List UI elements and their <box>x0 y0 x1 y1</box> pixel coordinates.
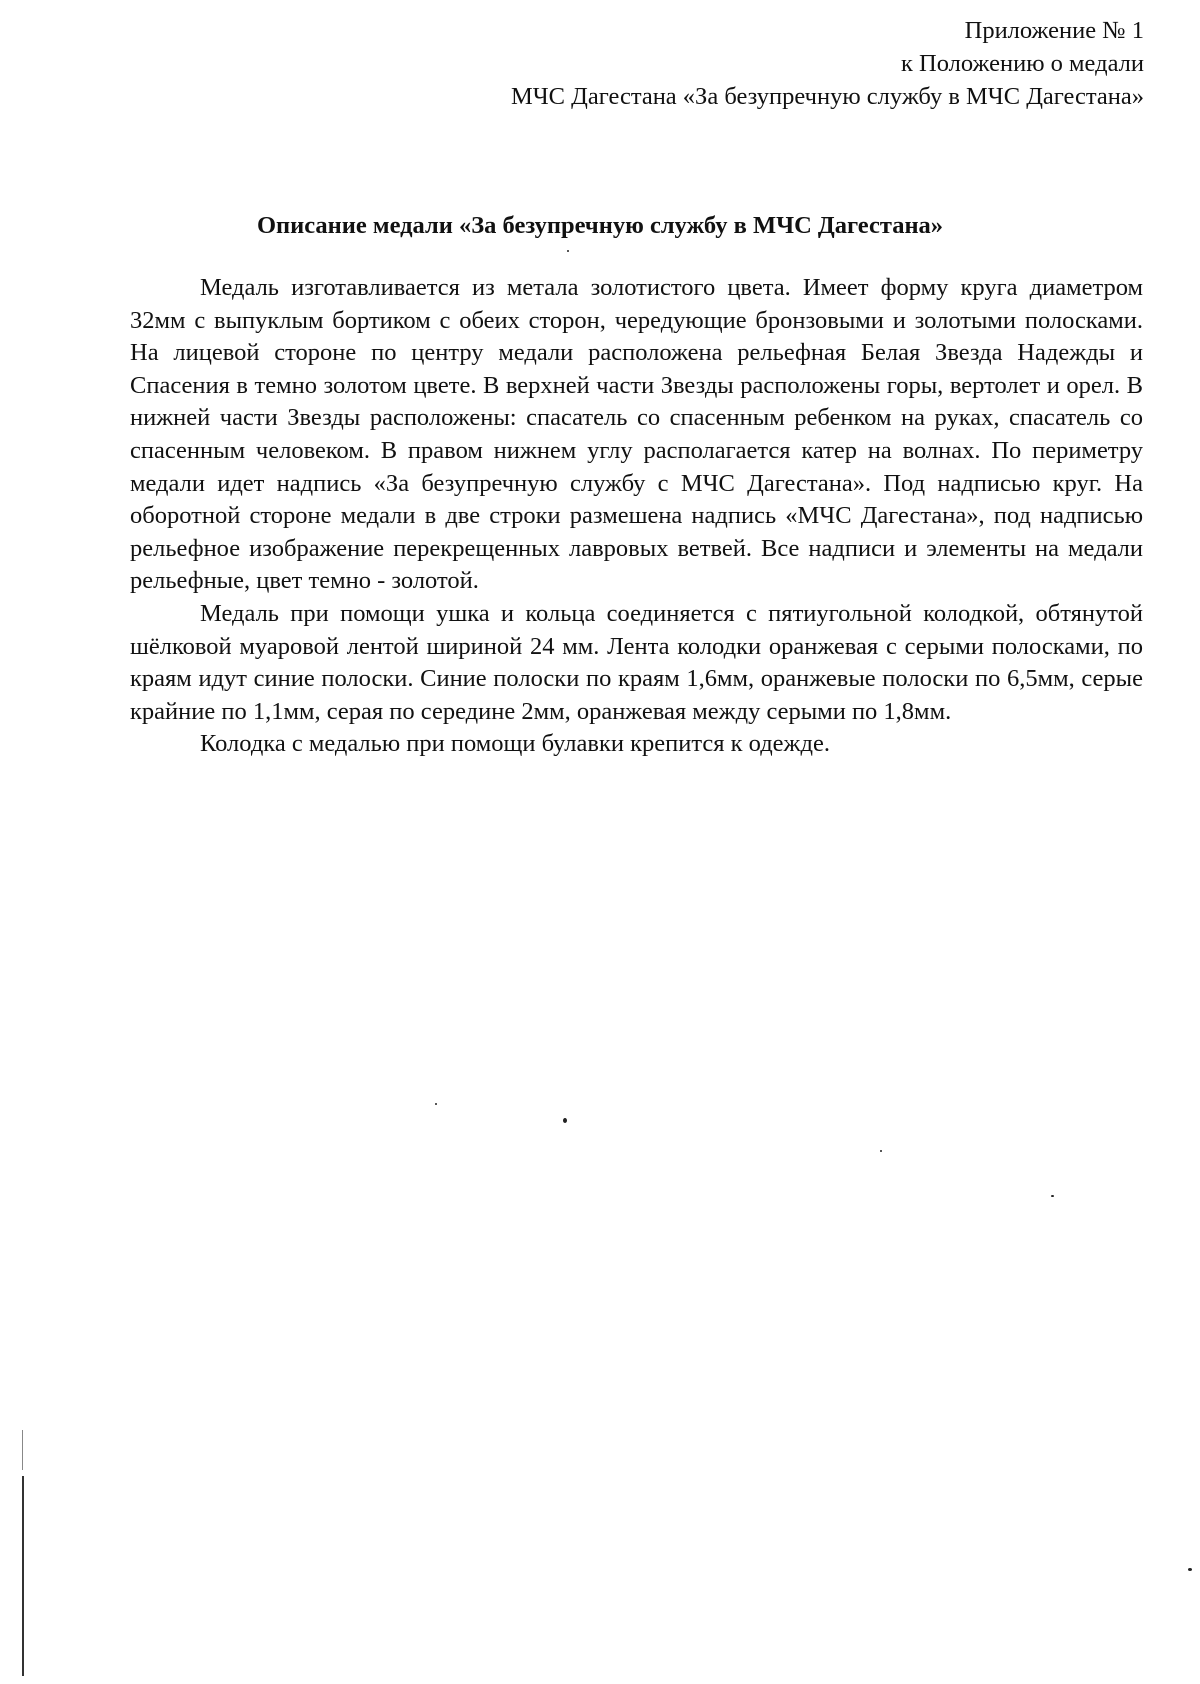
annex-line-3: МЧС Дагестана «За безупречную службу в МЧС Дагестана» <box>510 83 1144 110</box>
annex-header <box>511 14 1144 113</box>
paragraph-ribbon-description: Медаль при помощи ушка и кольца соединяется с пятиугольной колодкой, обтянутой шёлковой муаровой лентой шириной 24 мм. Лента колодки оранжевая с серыми полосками, по краям идут синие полоски. Синие полоски по краям 1,6мм, оранжевые полоски по 6,5мм, серые крайние по 1,1мм, серая по середине 2мм, оранжевая между серыми по 1,8мм. <box>130 599 1143 725</box>
scan-speck <box>1188 1568 1192 1571</box>
scan-margin-line <box>22 1430 23 1470</box>
scan-speck <box>567 250 569 252</box>
paragraph-medal-description: Медаль изготавливается из метала золотистого цвета. Имеет форму круга диаметром 32мм с выпуклым бортиком с обеих сторон, чередующие бронзовыми и золотыми полосками. На лицевой стороне по центру медали расположена рельефная Белая Звезда Надежды и Спасения в темно золотом цвете. В верхней части Звезды расположены горы, вертолет и орел. В нижней части Звезды расположены: спасатель со спасенным ребенком на руках, спасатель со спасенным человеком. В правом нижнем углу располагается катер на волнах. По периметру медали идет надпись «За безупречную службу с МЧС Дагестана». Под надписью круг. На оборотной стороне медали в две строки размешена надпись «МЧС Дагестана», под надписью рельефное изображение перекрещенных лавровых ветвей. Все надписи и элементы на медали рельефные, цвет темно - золотой. <box>130 274 1143 595</box>
annex-line-1: Приложение № 1 <box>964 17 1144 44</box>
scan-speck <box>563 1118 567 1123</box>
scan-margin-line <box>22 1476 24 1676</box>
scan-speck <box>1051 1195 1054 1197</box>
scan-speck <box>880 1150 882 1152</box>
annex-line-2: к Положению о медали <box>901 50 1144 77</box>
scan-speck <box>435 1103 437 1105</box>
paragraph-attachment: Колодка с медалью при помощи булавки крепится к одежде. <box>200 730 830 758</box>
document-body <box>130 272 1143 761</box>
document-title: Описание медали «За безупречную службу в МЧС Дагестана» <box>256 212 944 239</box>
